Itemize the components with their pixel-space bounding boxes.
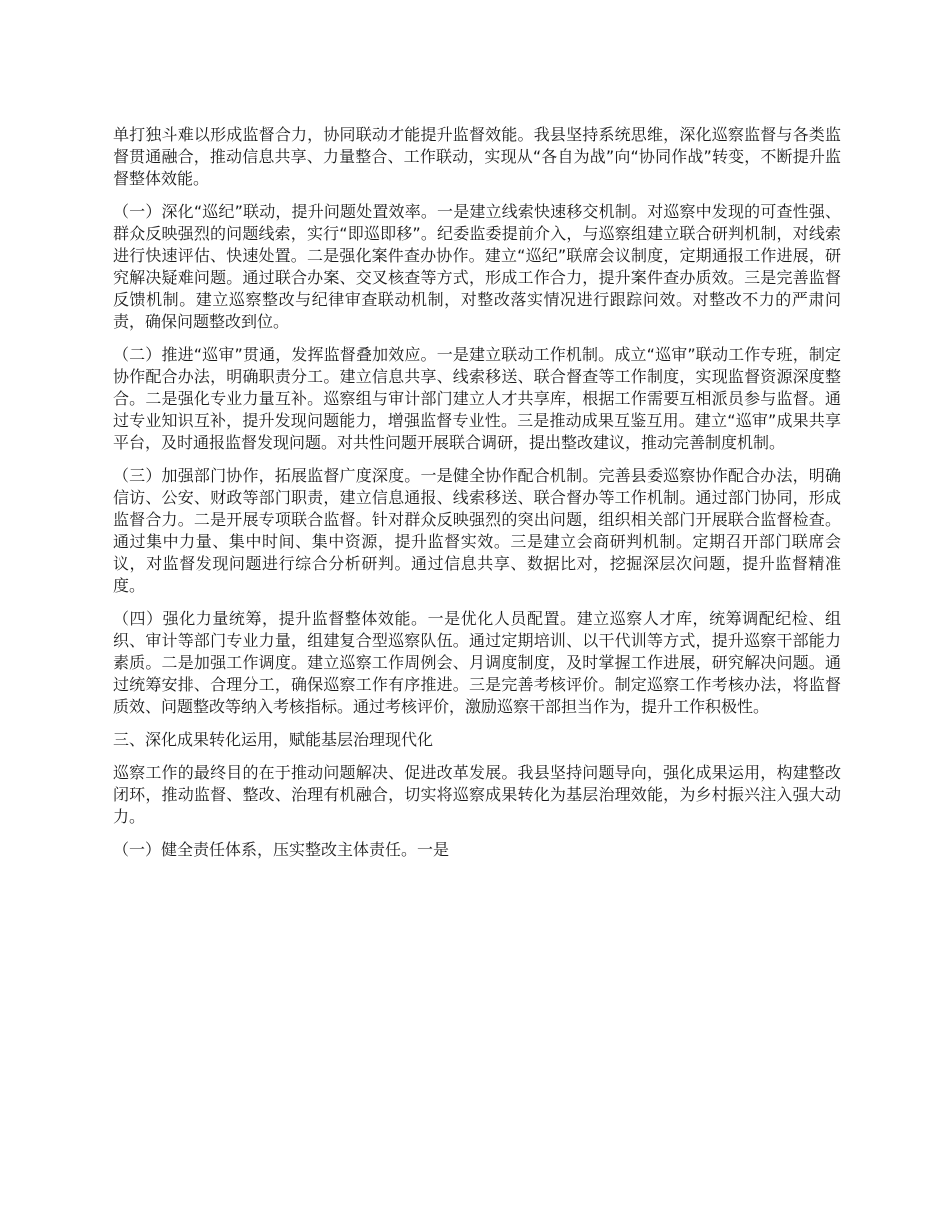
paragraph-section-1: （一）深化“巡纪”联动，提升问题处置效率。一是建立线索快速移交机制。对巡察中发现的可查性强、群众反映强烈的问题线索，实行“即巡即移”。纪委监委提前介入，与巡察组建立联合研判机制，对线索进行快速评估、快速处置。二是强化案件查办协作。建立“巡纪”联席会议制度，定期通报工作进展，研究解决疑难问题。通过联合办案、交叉核查等方式，形成工作合力，提升案件查办质效。三是完善监督反馈机制。建立巡察整改与纪律审查联动机制，对整改落实情况进行跟踪问效。对整改不力的严肃问责，确保问题整改到位。 <box>113 202 841 331</box>
paragraph-section-2: （二）推进“巡审”贯通，发挥监督叠加效应。一是建立联动工作机制。成立“巡审”联动工作专班，制定协作配合办法，明确职责分工。建立信息共享、线索移送、联合督查等工作制度，实现监督资源深度整合。二是强化专业力量互补。巡察组与审计部门建立人才共享库，根据工作需要互相派员参与监督。通过专业知识互补，提升发现问题能力，增强监督专业性。三是推动成果互鉴互用。建立“巡审”成果共享平台，及时通报监督发现问题。对共性问题开展联合调研，提出整改建议，推动完善制度机制。 <box>113 345 841 452</box>
paragraph-section-3: （三）加强部门协作，拓展监督广度深度。一是健全协作配合机制。完善县委巡察协作配合办法，明确信访、公安、财政等部门职责，建立信息通报、线索移送、联合督办等工作机制。通过部门协同，形成监督合力。二是开展专项联合监督。针对群众反映强烈的突出问题，组织相关部门开展联合监督检查。通过集中力量、集中时间、集中资源，提升监督实效。三是建立会商研判机制。定期召开部门联席会议，对监督发现问题进行综合分析研判。通过信息共享、数据比对，挖掘深层次问题，提升监督精准度。 <box>113 466 841 595</box>
paragraph-section-4: （四）强化力量统筹，提升监督整体效能。一是优化人员配置。建立巡察人才库，统筹调配纪检、组织、审计等部门专业力量，组建复合型巡察队伍。通过定期培训、以干代训等方式，提升巡察干部能力素质。二是加强工作调度。建立巡察工作周例会、月调度制度，及时掌握工作进展，研究解决问题。通过统筹安排、合理分工，确保巡察工作有序推进。三是完善考核评价。制定巡察工作考核办法，将监督质效、问题整改等纳入考核指标。通过考核评价，激励巡察干部担当作为，提升工作积极性。 <box>113 609 841 716</box>
document-body <box>113 124 841 872</box>
paragraph-intro: 单打独斗难以形成监督合力，协同联动才能提升监督效能。我县坚持系统思维，深化巡察监督与各类监督贯通融合，推动信息共享、力量整合、工作联动，实现从“各自为战”向“协同作战”转变，不断提升监督整体效能。 <box>113 125 841 188</box>
section-heading: 三、深化成果转化运用，赋能基层治理现代化 <box>113 730 434 749</box>
paragraph-results-1: （一）健全责任体系，压实整改主体责任。一是 <box>113 840 450 859</box>
paragraph-results-intro: 巡察工作的最终目的在于推动问题解决、促进改革发展。我县坚持问题导向，强化成果运用，构建整改闭环，推动监督、整改、治理有机融合，切实将巡察成果转化为基层治理效能，为乡村振兴注入强大动力。 <box>113 763 841 826</box>
